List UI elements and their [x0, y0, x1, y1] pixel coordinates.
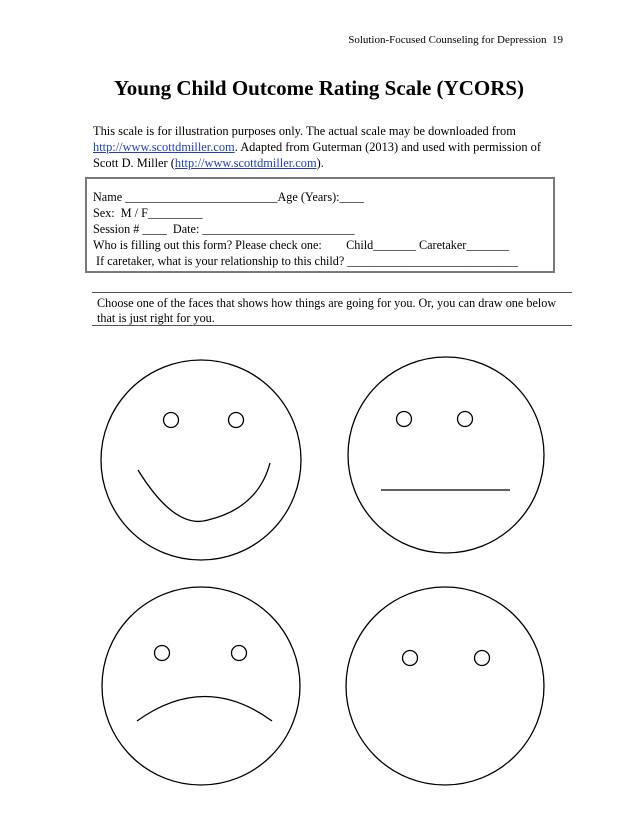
page-title: Young Child Outcome Rating Scale (YCORS)	[113, 76, 525, 100]
page-number: 19	[552, 34, 563, 46]
session-date-field[interactable]: Session # ____ Date: _________________________	[93, 222, 355, 236]
blank-face-outline	[346, 587, 544, 785]
happy-face-right-eye	[229, 413, 244, 428]
happy-face-left-eye	[164, 413, 179, 428]
neutral-face-outline	[348, 357, 544, 553]
happy-face-outline	[101, 360, 301, 560]
neutral-face-left-eye	[397, 412, 412, 427]
blank-face[interactable]	[346, 587, 544, 785]
name-age-field[interactable]: Name _________________________Age (Years):____	[93, 190, 364, 204]
instruction-box: Choose one of the faces that shows how things are going for you. Or, you can draw one below that is just right for you.	[92, 292, 572, 326]
scottdmiller-link-2[interactable]: http://www.scottdmiller.com	[174, 156, 317, 170]
running-title: Solution-Focused Counseling for Depression	[348, 34, 547, 46]
sad-face-left-eye	[155, 646, 170, 661]
sex-field[interactable]: Sex: M / F_________	[93, 206, 203, 220]
intro-text-2: . Adapted from Guterman (2013) and used with permission of Scott D. Miller (	[93, 140, 541, 170]
intro-text-1: This scale is for illustration purposes only. The actual scale may be downloaded from	[93, 124, 516, 138]
sad-face-frown	[137, 697, 272, 722]
blank-face-left-eye	[403, 651, 418, 666]
blank-face-right-eye	[475, 651, 490, 666]
neutral-face[interactable]	[348, 357, 544, 553]
scottdmiller-link-1[interactable]: http://www.scottdmiller.com	[93, 140, 235, 154]
intro-text-3: ).	[316, 156, 324, 170]
sad-face-right-eye	[232, 646, 247, 661]
relationship-field[interactable]: If caretaker, what is your relationship to this child? ____________________________	[93, 254, 518, 268]
respondent-checkbox-line[interactable]: Who is filling out this form? Please check one: Child_______ Caretaker_______	[93, 238, 509, 252]
sad-face-outline	[102, 587, 300, 785]
happy-face-smile	[138, 463, 270, 521]
sad-face[interactable]	[102, 587, 300, 785]
happy-face[interactable]	[101, 360, 301, 560]
neutral-face-right-eye	[458, 412, 473, 427]
